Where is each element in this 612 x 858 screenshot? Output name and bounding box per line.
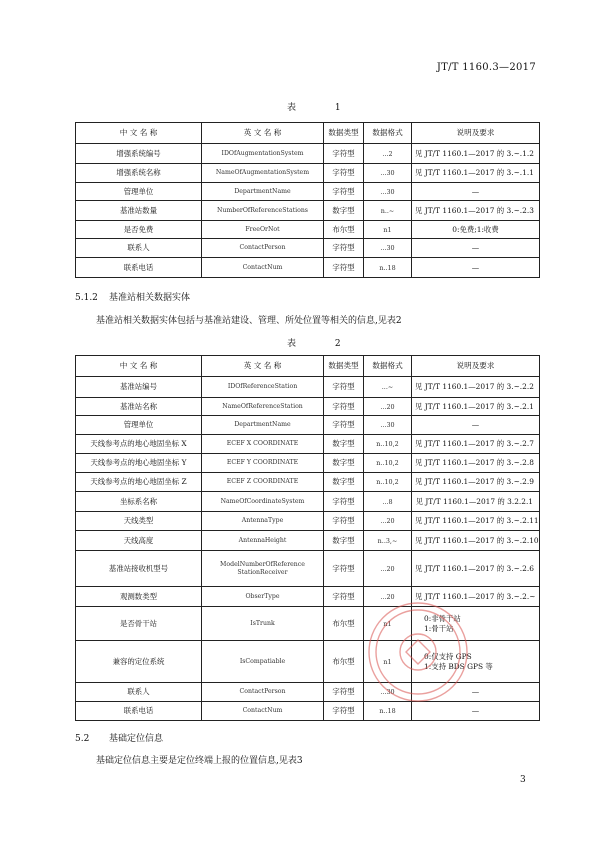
cn-name-cell: 兼容的定位系统 [76, 641, 202, 683]
cn-name-cell: 基准站接收机型号 [76, 551, 202, 587]
data-type-cell: 字符型 [324, 587, 364, 607]
description-cell: 见 JT/T 1160.1—2017 的 3.~.2.8 [412, 454, 540, 473]
data-type-cell: 字符型 [324, 683, 364, 702]
description-cell: 见 JT/T 1160.1—2017 的 3.~.1.2 [412, 144, 540, 164]
section-5-2-heading [75, 731, 163, 744]
en-name-cell: IsTrunk [202, 607, 324, 641]
cn-name-cell: 基准站编号 [76, 377, 202, 398]
description-cell: — [412, 702, 540, 721]
en-name-cell: ContactNum [202, 258, 324, 278]
table-row [76, 377, 540, 398]
table1-caption: 表 1 [287, 103, 359, 113]
data-format-cell: n..10,2 [364, 454, 412, 473]
data-type-cell: 数字型 [324, 435, 364, 454]
cn-name-cell: 天线参考点的地心地固坐标 Y [76, 454, 202, 473]
table2-caption: 表 2 [287, 339, 359, 349]
cn-name-cell: 天线参考点的地心地固坐标 X [76, 435, 202, 454]
en-name-cell [202, 551, 324, 587]
standard-code: JT/T 1160.3—2017 [436, 62, 536, 73]
table-row [76, 551, 540, 587]
data-format-cell: n1 [364, 641, 412, 683]
section-5-1-2-heading [75, 290, 190, 303]
description-cell: 见 JT/T 1160.1—2017 的 3.~.2.3 [412, 201, 540, 221]
data-format-cell: n..18 [364, 702, 412, 721]
table2-header-row [76, 356, 540, 377]
table-row [76, 531, 540, 551]
en-name-cell: NameOfCoordinateSystem [202, 492, 324, 512]
data-type-cell: 字符型 [324, 702, 364, 721]
cn-name-cell: 基准站数量 [76, 201, 202, 221]
data-type-cell: 布尔型 [324, 641, 364, 683]
data-format-cell: ...8 [364, 492, 412, 512]
cn-name-cell: 天线高度 [76, 531, 202, 551]
data-type-cell: 数字型 [324, 201, 364, 221]
cn-name-cell: 联系电话 [76, 258, 202, 278]
en-name-cell: ObserType [202, 587, 324, 607]
data-format-cell: ...20 [364, 398, 412, 416]
column-header: 数据类型 [324, 123, 364, 144]
description-cell: 见 JT/T 1160.1—2017 的 3.~.2.7 [412, 435, 540, 454]
cn-name-cell: 增强系统名称 [76, 164, 202, 183]
data-format-cell: n..~ [364, 201, 412, 221]
column-header: 中 文 名 称 [76, 356, 202, 377]
cn-name-cell: 天线类型 [76, 512, 202, 531]
table1 [75, 122, 540, 278]
data-format-cell: n1 [364, 607, 412, 641]
cn-name-cell: 基准站名称 [76, 398, 202, 416]
column-header: 说明及要求 [412, 123, 540, 144]
table-row [76, 435, 540, 454]
en-name-cell: ECEF X COORDINATE [202, 435, 324, 454]
data-type-cell: 字符型 [324, 144, 364, 164]
en-name-cell: NameOfAugmentationSystem [202, 164, 324, 183]
data-type-cell: 字符型 [324, 512, 364, 531]
data-format-cell: ...30 [364, 183, 412, 201]
cn-name-cell: 管理单位 [76, 183, 202, 201]
data-format-cell: n..18 [364, 258, 412, 278]
column-header: 中 文 名 称 [76, 123, 202, 144]
table-row [76, 492, 540, 512]
column-header: 数据类型 [324, 356, 364, 377]
data-format-cell: ...~ [364, 377, 412, 398]
en-name-cell: ContactPerson [202, 239, 324, 258]
data-format-cell: ...20 [364, 512, 412, 531]
data-type-cell: 字符型 [324, 398, 364, 416]
column-header: 英 文 名 称 [202, 356, 324, 377]
stamp-outer-ring [369, 603, 467, 701]
data-type-cell: 字符型 [324, 377, 364, 398]
data-format-cell: ...30 [364, 416, 412, 435]
data-type-cell: 字符型 [324, 239, 364, 258]
cn-name-cell: 联系人 [76, 239, 202, 258]
data-type-cell: 布尔型 [324, 221, 364, 239]
cn-name-cell: 联系电话 [76, 702, 202, 721]
description-cell: — [412, 239, 540, 258]
data-format-cell: ...30 [364, 683, 412, 702]
description-cell: 见 JT/T 1160.1—2017 的 3.~.2.~ [412, 587, 540, 607]
column-header: 数据格式 [364, 356, 412, 377]
data-type-cell: 布尔型 [324, 607, 364, 641]
section-5-2-body: 基础定位信息主要是定位终端上报的位置信息,见表3 [96, 756, 303, 766]
description-line: 1:支持 BDS GPS 等 [424, 661, 493, 671]
data-type-cell: 数字型 [324, 531, 364, 551]
table-row [76, 144, 540, 164]
en-name-cell: AntennaType [202, 512, 324, 531]
description-cell: 见 JT/T 1160.1—2017 的 3.~.2.2 [412, 377, 540, 398]
data-format-cell: n..3,~ [364, 531, 412, 551]
cn-name-cell: 是否骨干站 [76, 607, 202, 641]
section-number: 5.2 [75, 734, 90, 744]
en-name-cell: ContactPerson [202, 683, 324, 702]
stamp-center-mark [406, 640, 430, 664]
table-row [76, 473, 540, 492]
cn-name-cell: 观测数类型 [76, 587, 202, 607]
en-name-line: ModelNumberOfReference [220, 560, 305, 568]
column-header: 说明及要求 [412, 356, 540, 377]
en-name-cell: FreeOrNot [202, 221, 324, 239]
description-line: 1:骨干站 [424, 623, 454, 633]
cn-name-cell: 天线参考点的地心地固坐标 Z [76, 473, 202, 492]
table-row [76, 239, 540, 258]
data-type-cell: 字符型 [324, 164, 364, 183]
data-format-cell: ...20 [364, 551, 412, 587]
section-5-1-2-body: 基准站相关数据实体包括与基准站建设、管理、所处位置等相关的信息,见表2 [96, 316, 402, 326]
en-name-cell: NumberOfReferenceStations [202, 201, 324, 221]
description-cell: 见 JT/T 1160.1—2017 的 3.~.2.1 [412, 398, 540, 416]
description-cell: — [412, 183, 540, 201]
data-format-cell: n..10,2 [364, 473, 412, 492]
en-name-cell: DepartmentName [202, 416, 324, 435]
description-cell: 0:免费;1:收费 [412, 221, 540, 239]
page-number: 3 [520, 775, 526, 785]
table-row [76, 398, 540, 416]
seal-stamp [366, 600, 470, 704]
description-line: 0:仅支持 GPS [424, 652, 472, 662]
data-type-cell: 字符型 [324, 183, 364, 201]
en-name-cell: ECEF Z COORDINATE [202, 473, 324, 492]
data-type-cell: 数字型 [324, 473, 364, 492]
table-row [76, 201, 540, 221]
en-name-cell: AntennaHeight [202, 531, 324, 551]
description-cell: 见 JT/T 1160.1—2017 的 3.~.1.1 [412, 164, 540, 183]
en-name-cell: NameOfReferenceStation [202, 398, 324, 416]
cn-name-cell: 是否免费 [76, 221, 202, 239]
description-cell: — [412, 683, 540, 702]
en-name-line: StationReceiver [237, 568, 288, 576]
en-name-cell: IDOfAugmentationSystem [202, 144, 324, 164]
table-row [76, 221, 540, 239]
table-row [76, 454, 540, 473]
column-header: 英 文 名 称 [202, 123, 324, 144]
stamp-inner-ring [376, 610, 460, 694]
description-cell: 见 JT/T 1160.1—2017 的 3.~.2.9 [412, 473, 540, 492]
en-name-cell: ECEF Y COORDINATE [202, 454, 324, 473]
data-format-cell: n..10,2 [364, 435, 412, 454]
data-format-cell: ...2 [364, 144, 412, 164]
cn-name-cell: 增强系统编号 [76, 144, 202, 164]
table-row [76, 416, 540, 435]
description-cell: 见 JT/T 1160.1—2017 的 3.~.2.6 [412, 551, 540, 587]
en-name-cell: IsCompatiable [202, 641, 324, 683]
cn-name-cell: 坐标系名称 [76, 492, 202, 512]
data-type-cell: 字符型 [324, 416, 364, 435]
data-type-cell: 字符型 [324, 492, 364, 512]
data-format-cell: ...30 [364, 164, 412, 183]
table2 [75, 355, 540, 721]
data-type-cell: 数字型 [324, 454, 364, 473]
data-type-cell: 字符型 [324, 551, 364, 587]
data-format-cell: ...30 [364, 239, 412, 258]
en-name-cell: IDOfReferenceStation [202, 377, 324, 398]
description-cell: 见 JT/T 1160.1—2017 的 3.~.2.11 [412, 512, 540, 531]
data-type-cell: 字符型 [324, 258, 364, 278]
section-title: 基准站相关数据实体 [109, 293, 191, 303]
section-title: 基础定位信息 [109, 734, 164, 744]
description-line: 0:非骨干站 [424, 614, 461, 624]
description-cell: — [412, 258, 540, 278]
en-name-cell: DepartmentName [202, 183, 324, 201]
cn-name-cell: 管理单位 [76, 416, 202, 435]
en-name-cell: ContactNum [202, 702, 324, 721]
data-format-cell: ...20 [364, 587, 412, 607]
table-row [76, 512, 540, 531]
description-cell: — [412, 416, 540, 435]
section-number: 5.1.2 [75, 293, 98, 303]
cn-name-cell: 联系人 [76, 683, 202, 702]
table1-header-row [76, 123, 540, 144]
column-header: 数据格式 [364, 123, 412, 144]
description-cell: 见 JT/T 1160.1—2017 的 3.~.2.10 [412, 531, 540, 551]
data-format-cell: n1 [364, 221, 412, 239]
table-row [76, 258, 540, 278]
table-row [76, 164, 540, 183]
table-row [76, 702, 540, 721]
table-row [76, 183, 540, 201]
description-cell: 见 JT/T 1160.1—2017 的 3.2.2.1 [412, 492, 540, 512]
